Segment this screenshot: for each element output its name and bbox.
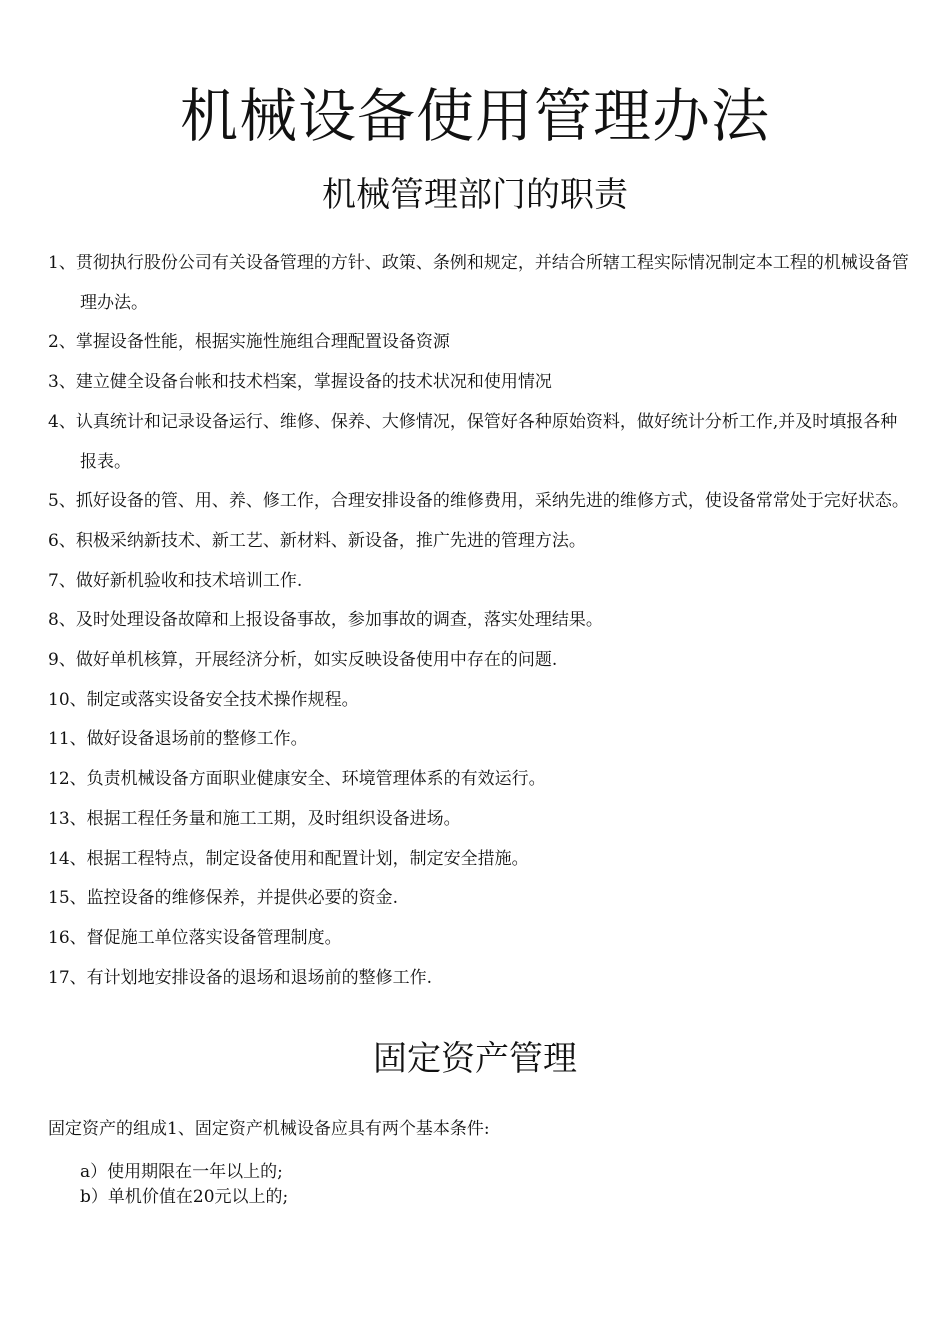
document-title: 机械设备使用管理办法	[179, 82, 770, 150]
list-item: 1、贯彻执行股份公司有关设备管理的方针、政策、条例和规定，并结合所辖工程实际情况制定本工程的机械设备管理办法。	[48, 253, 909, 313]
list-item: a）使用期限在一年以上的;	[80, 1162, 283, 1182]
section-heading-fixed-assets: 固定资产管理	[373, 1039, 577, 1079]
list-item: 16、督促施工单位落实设备管理制度。	[48, 927, 342, 948]
section-heading-duties: 机械管理部门的职责	[322, 175, 628, 215]
list-item: 11、做好设备退场前的整修工作。	[48, 729, 308, 750]
conditions-list	[80, 1160, 288, 1210]
list-item: 6、积极采纳新技术、新工艺、新材料、新设备，推广先进的管理方法。	[48, 530, 586, 551]
list-item: 17、有计划地安排设备的退场和退场前的整修工作.	[48, 967, 433, 988]
list-item: b）单机价值在20元以上的;	[80, 1187, 289, 1207]
list-item: 7、做好新机验收和技术培训工作.	[48, 570, 303, 591]
list-item: 5、抓好设备的管、用、养、修工作，合理安排设备的维修费用，采纳先进的维修方式，使设备常常处于完好状态。	[48, 491, 909, 512]
list-item: 3、建立健全设备台帐和技术档案，掌握设备的技术状况和使用情况	[48, 372, 552, 393]
list-item: 4、认真统计和记录设备运行、维修、保养、大修情况，保管好各种原始资料，做好统计分析工作,并及时填报各种报表。	[48, 411, 898, 472]
list-item: 14、根据工程特点，制定设备使用和配置计划，制定安全措施。	[48, 848, 529, 869]
list-item: 2、掌握设备性能，根据实施性施组合理配置设备资源	[48, 332, 450, 353]
list-item: 15、监控设备的维修保养，并提供必要的资金.	[48, 888, 399, 909]
list-item: 8、及时处理设备故障和上报设备事故，参加事故的调查，落实处理结果。	[48, 610, 603, 631]
list-item: 10、制定或落实设备安全技术操作规程。	[48, 689, 359, 710]
list-item: 9、做好单机核算，开展经济分析，如实反映设备使用中存在的问题.	[48, 650, 558, 671]
list-item: 12、负责机械设备方面职业健康安全、环境管理体系的有效运行。	[48, 769, 546, 790]
fixed-assets-intro: 固定资产的组成1、固定资产机械设备应具有两个基本条件:	[48, 1119, 490, 1139]
duties-list	[48, 244, 910, 998]
list-item: 13、根据工程任务量和施工工期，及时组织设备进场。	[48, 808, 461, 829]
